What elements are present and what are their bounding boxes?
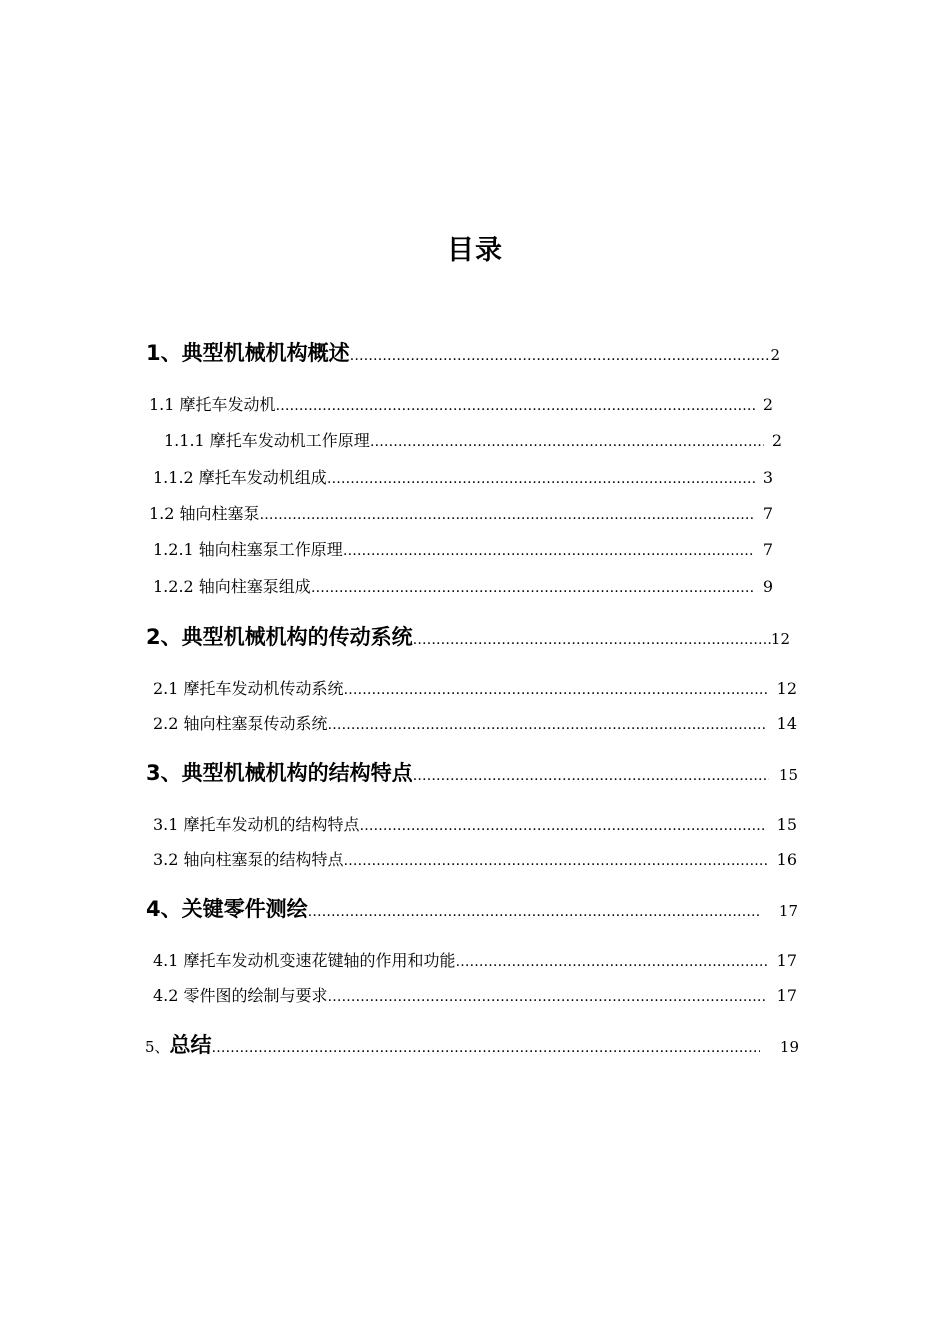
toc-entry-4-2[interactable] (153, 983, 797, 1006)
dot-leader (343, 543, 755, 559)
toc-entry-page: 12 (776, 679, 797, 698)
toc-entry-label: 4、关键零件测绘 (146, 897, 308, 921)
toc-entry-section-1[interactable] (146, 337, 780, 367)
dot-leader (308, 904, 759, 920)
dot-leader (276, 398, 755, 414)
toc-entry-page: 15 (776, 815, 797, 834)
toc-entry-page: 17 (776, 951, 797, 970)
toc-entry-page: 7 (762, 504, 773, 523)
dot-leader (327, 471, 755, 487)
dot-leader (413, 632, 771, 648)
toc-entry-2-2[interactable] (153, 711, 797, 734)
toc-entry-page: 17 (778, 902, 798, 920)
dot-leader (212, 1040, 760, 1056)
toc-entry-page: 9 (762, 577, 773, 596)
toc-entry-1-1-2[interactable] (153, 465, 773, 488)
toc-entry-2-1[interactable] (153, 676, 797, 699)
toc-entry-page: 16 (776, 850, 797, 869)
dot-leader (328, 717, 767, 733)
toc-entry-label: 3.2 轴向柱塞泵的结构特点 (153, 850, 344, 869)
toc-entry-page: 2 (771, 431, 782, 450)
toc-entry-label: 1.1.2 摩托车发动机组成 (153, 468, 327, 487)
dot-leader (413, 768, 769, 784)
toc-entry-page: 19 (779, 1038, 799, 1056)
toc-entry-label: 2、典型机械机构的传动系统 (146, 625, 413, 649)
dot-leader (328, 989, 767, 1005)
toc-entry-page: 2 (770, 346, 780, 364)
toc-entry-label (145, 1029, 212, 1059)
dot-leader (370, 434, 764, 450)
toc-entry-label: 1.2.2 轴向柱塞泵组成 (153, 577, 311, 596)
toc-entry-section-3[interactable] (146, 757, 798, 787)
toc-entry-1-2-2[interactable] (153, 574, 773, 597)
toc-entry-section-2[interactable] (146, 621, 790, 651)
toc-entry-page: 14 (776, 714, 797, 733)
toc-entry-label: 3、典型机械机构的结构特点 (146, 761, 413, 785)
toc-entry-label: 4.2 零件图的绘制与要求 (153, 986, 328, 1005)
toc-entry-1-2-1[interactable] (153, 537, 773, 560)
toc-entry-label: 2.2 轴向柱塞泵传动系统 (153, 714, 328, 733)
toc-entry-1-1-1[interactable] (164, 428, 782, 451)
toc-entry-page: 2 (762, 395, 773, 414)
dot-leader (350, 348, 771, 364)
toc-entry-page: 15 (778, 766, 798, 784)
dot-leader (344, 682, 767, 698)
toc-entry-label: 4.1 摩托车发动机变速花键轴的作用和功能 (153, 951, 456, 970)
toc-entry-3-2[interactable] (153, 847, 797, 870)
dot-leader (260, 507, 755, 523)
toc-entry-label: 1.1 摩托车发动机 (149, 395, 276, 414)
toc-entry-section-5[interactable] (145, 1029, 799, 1059)
dot-leader (344, 853, 767, 869)
dot-leader (311, 580, 755, 596)
toc-entry-1-2[interactable] (149, 501, 773, 524)
toc-entry-label: 1.1.1 摩托车发动机工作原理 (164, 431, 370, 450)
toc-entry-label: 3.1 摩托车发动机的结构特点 (153, 815, 360, 834)
toc-entry-text: 总结 (169, 1033, 212, 1057)
toc-entry-4-1[interactable] (153, 948, 797, 971)
toc-entry-page: 12 (770, 630, 790, 648)
toc-entry-section-4[interactable] (146, 893, 798, 923)
toc-title: 目录 (447, 235, 503, 266)
toc-entry-page: 17 (776, 986, 797, 1005)
toc-entry-label: 2.1 摩托车发动机传动系统 (153, 679, 344, 698)
dot-leader (456, 954, 767, 970)
toc-entry-number: 5、 (145, 1038, 170, 1056)
toc-entry-3-1[interactable] (153, 812, 797, 835)
toc-entry-label: 1、典型机械机构概述 (146, 341, 350, 365)
toc-entry-page: 7 (762, 540, 773, 559)
toc-entry-page: 3 (762, 468, 773, 487)
toc-entry-1-1[interactable] (149, 392, 773, 415)
toc-entry-label: 1.2 轴向柱塞泵 (149, 504, 260, 523)
dot-leader (360, 818, 767, 834)
toc-entry-label: 1.2.1 轴向柱塞泵工作原理 (153, 540, 343, 559)
